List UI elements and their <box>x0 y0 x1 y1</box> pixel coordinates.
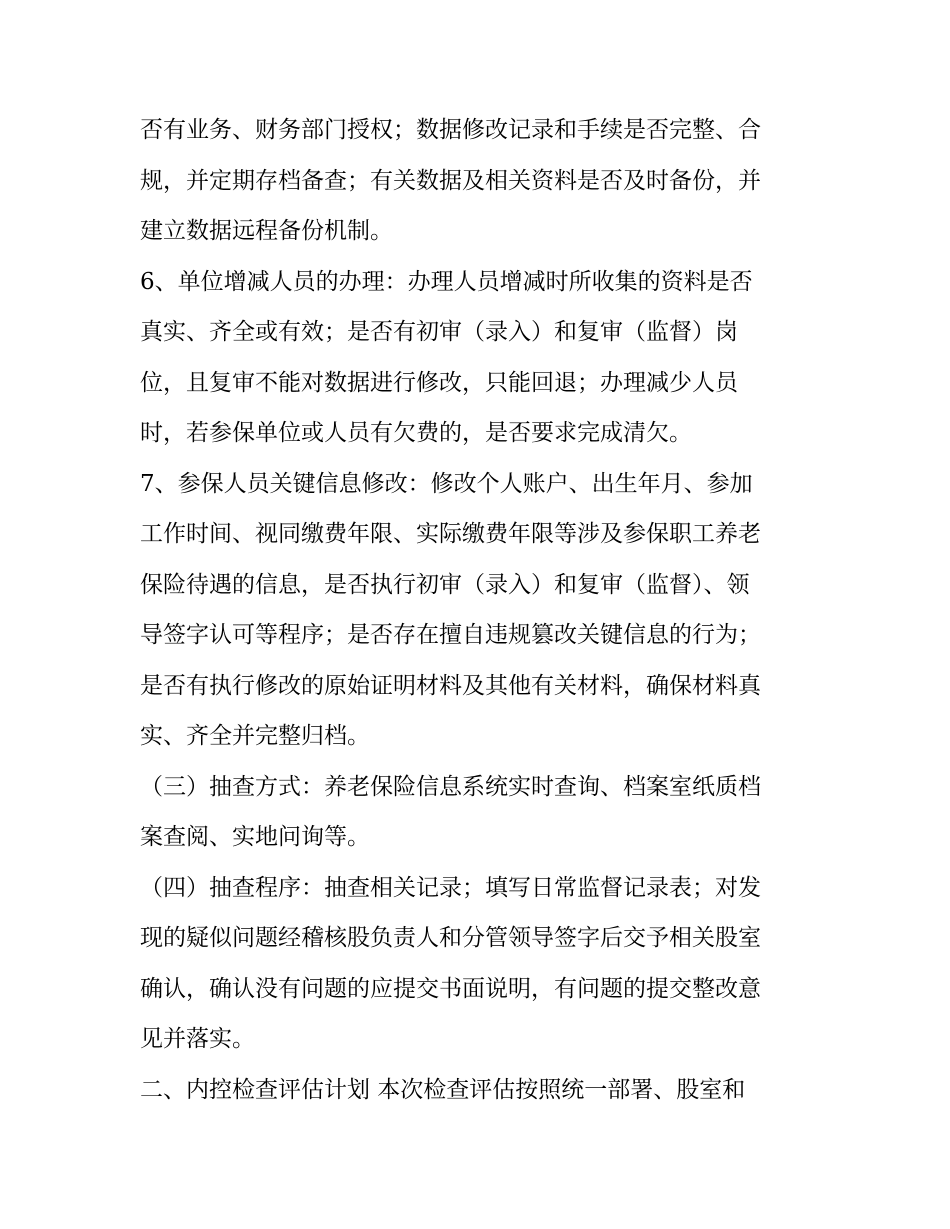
text-line: 工作时间、视同缴费年限、实际缴费年限等涉及参保职工养老 <box>140 521 761 547</box>
text-line: （三）抽查方式：养老保险信息系统实时查询、档案室纸质档 <box>140 773 761 800</box>
text-line: 确认，确认没有问题的应提交书面说明，有问题的提交整改意 <box>140 975 761 1002</box>
text-line: 否有业务、财务部门授权；数据修改记录和手续是否完整、合 <box>140 117 761 143</box>
text-line: 时，若参保单位或人员有欠费的，是否要求完成清欠。 <box>140 420 692 446</box>
paragraph-item-6 <box>140 257 820 459</box>
paragraph-section-2-heading <box>140 1065 820 1116</box>
document-body <box>140 105 820 1115</box>
text-line: （四）抽查程序：抽查相关记录；填写日常监督记录表；对发 <box>140 874 761 901</box>
text-line: 见并落实。 <box>140 1026 255 1052</box>
text-line: 实、齐全并完整归档。 <box>140 723 370 749</box>
paragraph-spot-check-method <box>140 762 820 863</box>
text-line: 现的疑似问题经稽核股负责人和分管领导签字后交予相关股室 <box>140 925 761 951</box>
text-line: 位，且复审不能对数据进行修改，只能回退；办理减少人员 <box>140 369 738 396</box>
text-line: 是否有执行修改的原始证明材料及其他有关材料，确保材料真 <box>140 672 761 699</box>
text-line: 案查阅、实地问询等。 <box>140 824 370 850</box>
text-line: 建立数据远程备份机制。 <box>140 218 393 244</box>
text-line: 真实、齐全或有效；是否有初审（录入）和复审（监督）岗 <box>140 319 738 345</box>
text-line: 规，并定期存档备查；有关数据及相关资料是否及时备份，并 <box>140 167 761 194</box>
text-line: 导签字认可等程序；是否存在擅自违规篡改关键信息的行为； <box>140 622 761 648</box>
paragraph-spot-check-procedure <box>140 863 820 1065</box>
text-line: 保险待遇的信息，是否执行初审（录入）和复审（监督）、领 <box>140 571 750 598</box>
text-line: 7、参保人员关键信息修改：修改个人账户、出生年月、参加 <box>140 470 753 497</box>
text-line: 二、内控检查评估计划 本次检查评估按照统一部署、股室和 <box>140 1076 746 1103</box>
paragraph-item-7 <box>140 459 820 762</box>
paragraph-data-authorization <box>140 105 820 257</box>
text-line: 6、单位增减人员的办理：办理人员增减时所收集的资料是否 <box>140 268 753 295</box>
